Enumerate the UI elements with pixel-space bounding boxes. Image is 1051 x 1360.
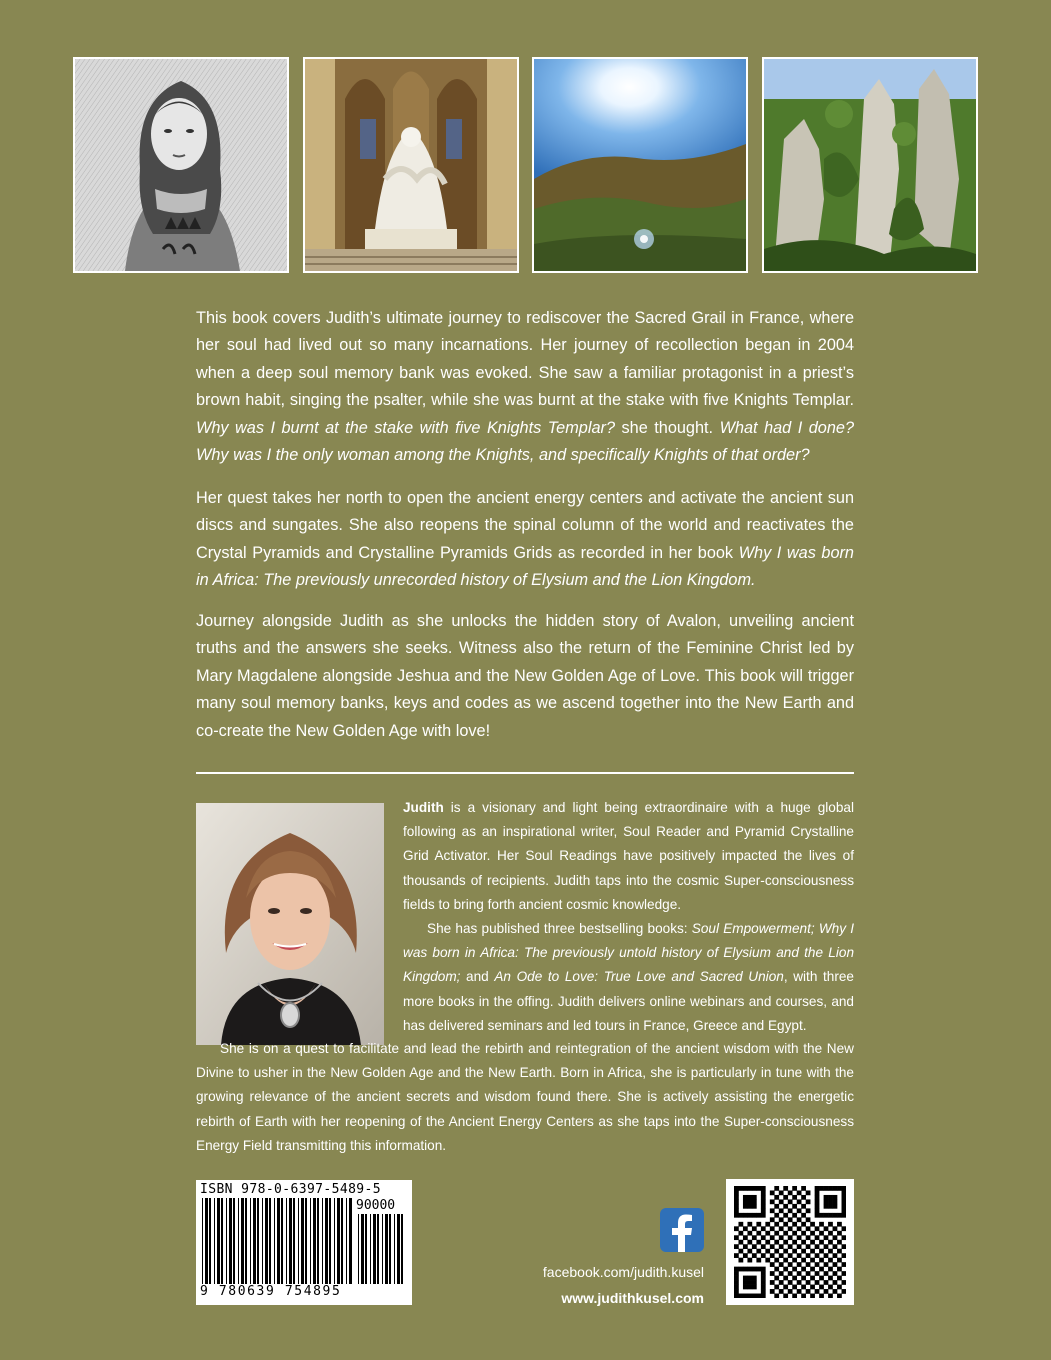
qr-code-pattern (734, 1186, 846, 1298)
facebook-icon[interactable] (660, 1208, 704, 1252)
website-link[interactable]: www.judithkusel.com (561, 1290, 704, 1306)
ean-digits: 9 780639 754895 (200, 1284, 342, 1299)
rock-cliffs-photo (762, 57, 978, 273)
engraving-portrait-photo (73, 57, 289, 273)
author-photo (196, 803, 384, 1045)
blurb-paragraph-2: Her quest takes her north to open the ancient energy centers and activate the ancient sun discs and sungates. She also reopens the spinal column of the world and reactivates the Crystal Pyramids and Crystalline Pyramids Grids as recorded in her book Why I was born in Africa: The previously unrecorded history of Elysium and the Lion Kingdom. (196, 489, 854, 590)
divider-rule (196, 772, 854, 774)
author-name: Judith (403, 800, 444, 815)
price-code: 90000 (356, 1198, 396, 1213)
qr-code[interactable] (726, 1179, 854, 1305)
author-bio-continued: She is on a quest to facilitate and lead the rebirth and reintegration of the ancient wisdom with the New Divine to usher in the New Golden Age and the New Earth. Born in Africa, she is particularly in tune with the growing relevance of the ancient secrets and wisdom found there. She is actively assisting the energetic rebirth of Earth with her reopening of the Ancient Energy Centers as she taps into the Super-consciousness Energy Field transmitting this information. (196, 1041, 854, 1153)
isbn-text: ISBN 978-0-6397-5489-5 (200, 1182, 381, 1197)
barcode-bars (200, 1198, 352, 1288)
blurb-paragraph-3: Journey alongside Judith as she unlocks the hidden story of Avalon, unveiling ancient truths and the answers she seeks. Witness also the return of the Feminine Christ led by Mary Magdalene alongside Jeshua and the New Golden Age of Love. This book will trigger many soul memory banks, keys and codes as we ascend together into the New Earth and co-create the New Golden Age with love! (196, 612, 854, 740)
price-barcode-bars (356, 1214, 404, 1284)
sun-landscape-photo (532, 57, 748, 273)
author-bio-text: Judith is a visionary and light being extraordinaire with a huge global following as an inspirational writer, Soul Reader and Pyramid Crystalline Grid Activator. Her Soul Readings have positively impacted the lives of thousands of recipients. Judith taps into the cosmic Super-consciousness fields to bring forth ancient cosmic knowledge. She has published three bestselling books: Soul Empowerment; Why I was born in Africa: The previously untold history of Elysium and the Lion Kingdom; and An Ode to Love: True Love and Sacred Union, with three more books in the offing. Judith delivers online webinars and courses, and has delivered seminars and led tours in France, Greece and Egypt. (403, 800, 854, 1033)
blurb-paragraph-1: This book covers Judith’s ultimate journey to rediscover the Sacred Grail in France, where her soul had lived out so many incarnations. Her journey of recollection began in 2004 when a deep soul memory bank was evoked. She saw a familiar protagonist in a priest’s brown habit, singing the psalter, while she was burnt at the stake with five Knights Templar. Why was I burnt at the stake with five Knights Templar? she thought. What had I done? Why was I the only woman among the Knights, and specifically Knights of that order? (196, 309, 854, 465)
isbn-barcode (196, 1180, 412, 1305)
facebook-link[interactable]: facebook.com/judith.kusel (542, 1264, 704, 1280)
cathedral-altar-photo (303, 57, 519, 273)
